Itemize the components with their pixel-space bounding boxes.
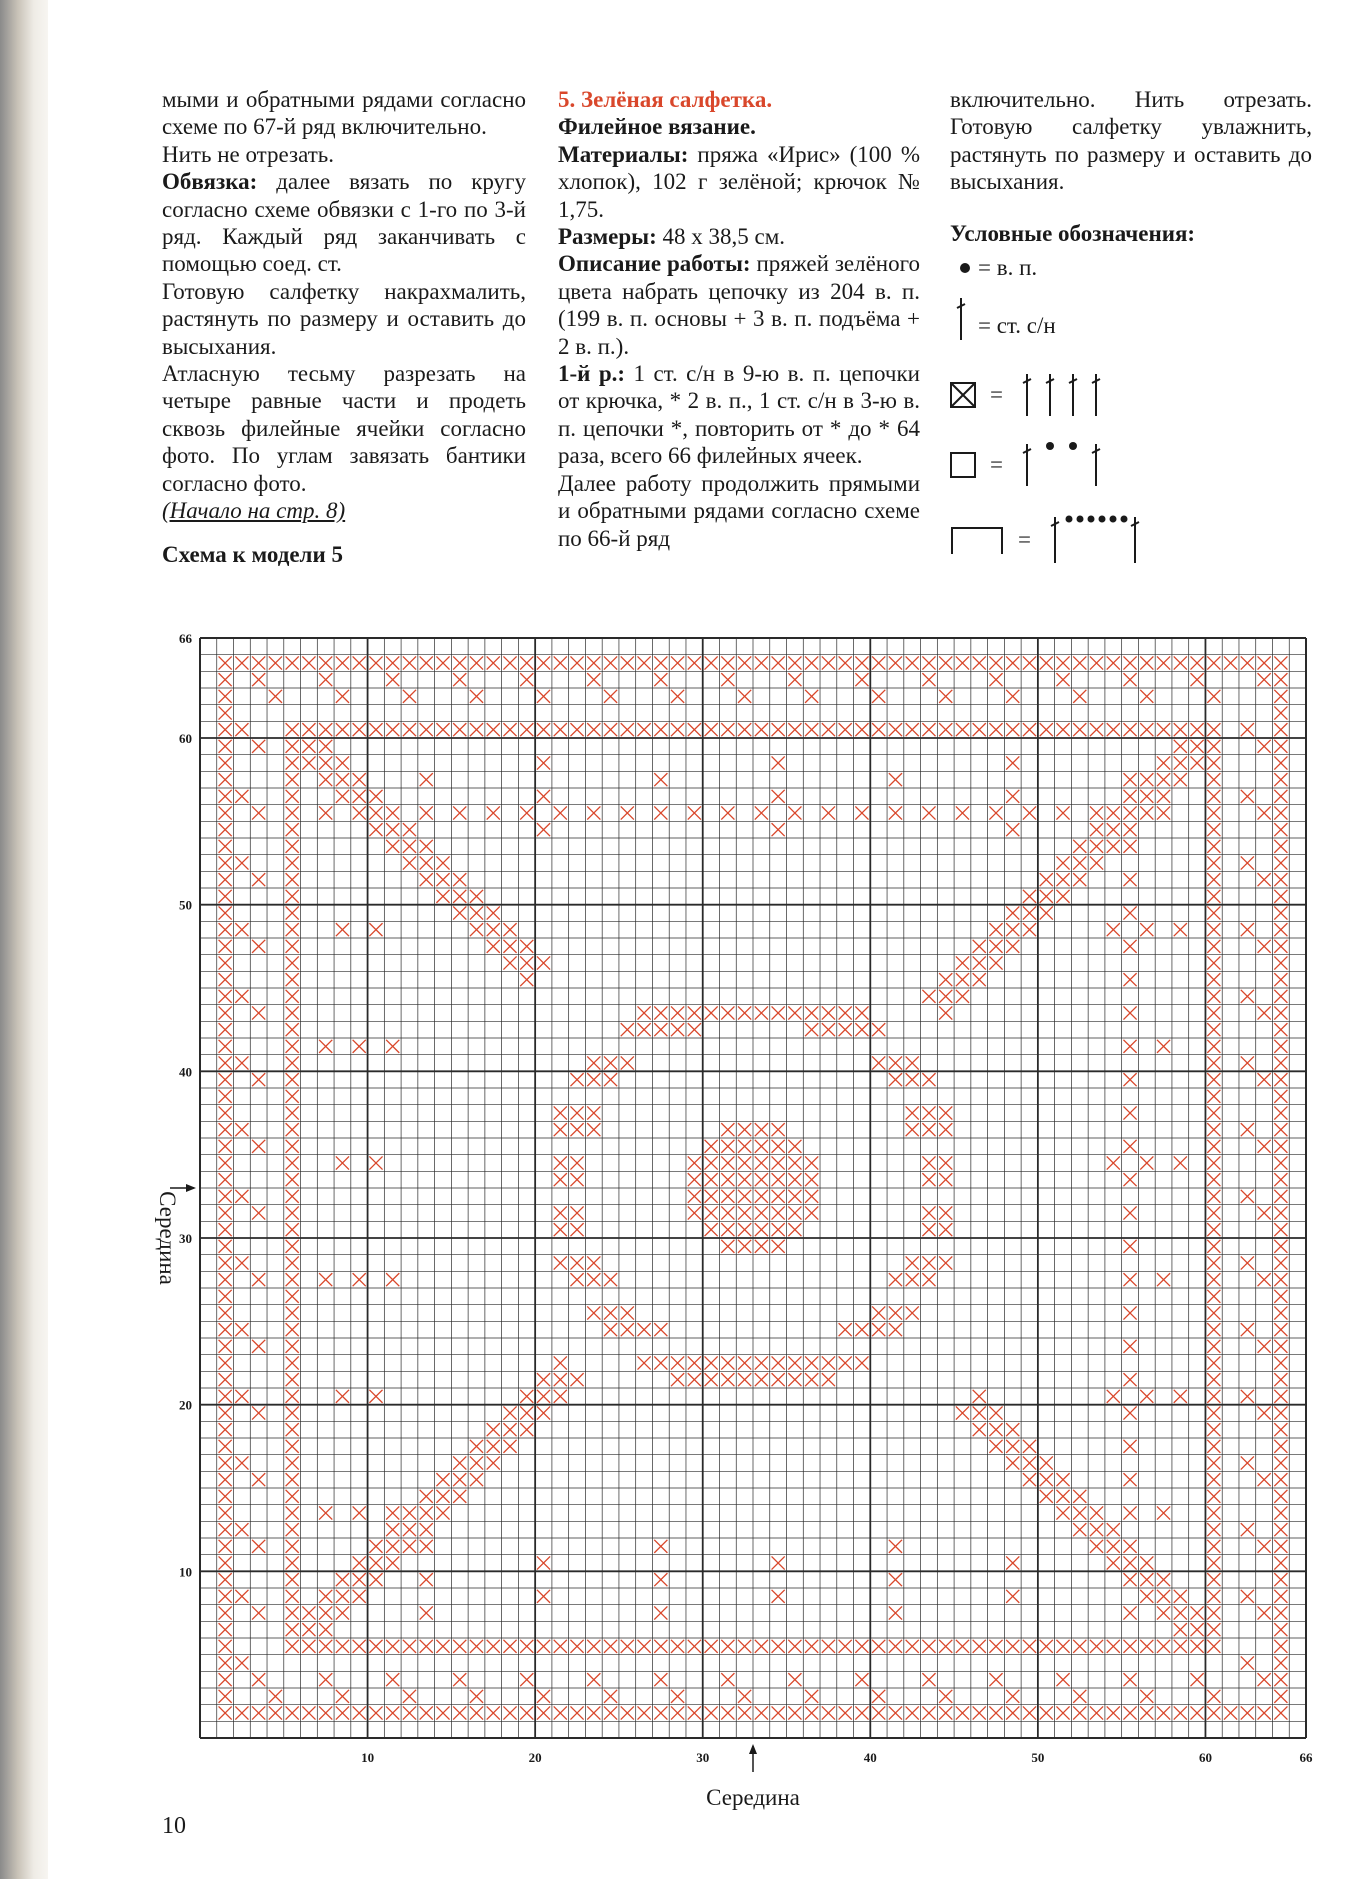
x-tick-label: 50 [1031, 1750, 1045, 1765]
x-tick-label: 66 [1299, 1750, 1313, 1765]
materials-label: Материалы: [558, 141, 689, 167]
col1-edging-text: далее вязать по кругу согласно схеме обвязки с 1-го по 3-й ряд. Каждый ряд заканчивать с помощью соед. ст. [162, 169, 526, 277]
y-tick-label: 40 [179, 1064, 192, 1080]
row1-label: 1-й р.: [558, 361, 626, 387]
y-tick-label: 10 [179, 1564, 192, 1580]
row1-text: 1 ст. с/н в 9-ю в. п. цепочки от крючка, * 2 в. п., 1 ст. с/н в 3-ю в. п. цепочки *, повторить от * до * 64 раза, всего 66 филейных ячеек. [558, 361, 920, 469]
middle-arrowhead-left [186, 1184, 196, 1192]
schema-title: Схема к модели 5 [162, 541, 343, 567]
description-label: Описание работы: [558, 251, 751, 277]
x-tick-label: 30 [696, 1750, 710, 1765]
legend-eq-2: = [990, 452, 1003, 477]
legend-chain-label: = в. п. [978, 255, 1038, 280]
x-tick-label: 20 [528, 1750, 542, 1765]
col1-continued-note: (Начало на стр. 8) [162, 498, 346, 524]
y-tick-label: 50 [179, 897, 192, 913]
sizes-label: Размеры: [558, 224, 657, 250]
col1-para-2: Нить не отрезать. [162, 141, 334, 167]
legend-eq-3: = [1018, 527, 1031, 552]
middle-arrowhead-bottom [749, 1744, 757, 1754]
y-tick-label: 60 [179, 731, 192, 746]
x-tick-label: 10 [361, 1750, 375, 1765]
description-text: пряжей зелёного цвета набрать цепочку из 204 в. п. (199 в. п. основы + 3 в. п. подъёма + 2 в. п.). [558, 251, 920, 359]
col1-para-5: Атласную тесьму разрезать на четыре равные части и продеть сквозь филейные ячейки согласно фото. По углам завязать бантики согласно фото. [162, 361, 526, 496]
y-tick-label: 20 [179, 1397, 192, 1413]
model-subtitle: Филейное вязание. [558, 114, 756, 140]
legend-eq-1: = [990, 382, 1003, 407]
col1-para-4: Готовую салфетку накрахмалить, растянуть по размеру и оставить до высыхания. [162, 278, 526, 359]
page-number: 10 [162, 1813, 186, 1839]
legend-stitch-label: = ст. с/н [978, 313, 1056, 338]
col1-para-1: мыми и обратными рядами согласно схеме по 67-й ряд включительно. [162, 87, 526, 140]
materials-text: пряжа «Ирис» (100 % хлопок), 102 г зелёной; крючок № 1,75. [558, 141, 920, 222]
continue-para: Далее работу продолжить прямыми и обратными рядами согласно схеме по 66-й ряд [558, 470, 920, 551]
col3-para-1: включительно. Нить отрезать. Готовую салфетку увлажнить, растянуть по размеру и оставить до высыхания. [950, 87, 1312, 195]
model-title: 5. Зелёная салфетка. [558, 87, 773, 112]
middle-label-left: Середина [155, 1191, 180, 1285]
middle-label-bottom: Середина [706, 1785, 800, 1810]
y-tick-label: 30 [179, 1231, 192, 1246]
sizes-text: 48 х 38,5 см. [656, 224, 786, 250]
x-tick-label: 60 [1198, 1750, 1212, 1765]
x-tick-label: 40 [863, 1750, 877, 1765]
chart-grid [200, 638, 1306, 1738]
col1-edging-label: Обвязка: [162, 169, 258, 195]
legend-title: Условные обозначения: [950, 220, 1196, 246]
y-tick-label: 66 [179, 631, 192, 646]
